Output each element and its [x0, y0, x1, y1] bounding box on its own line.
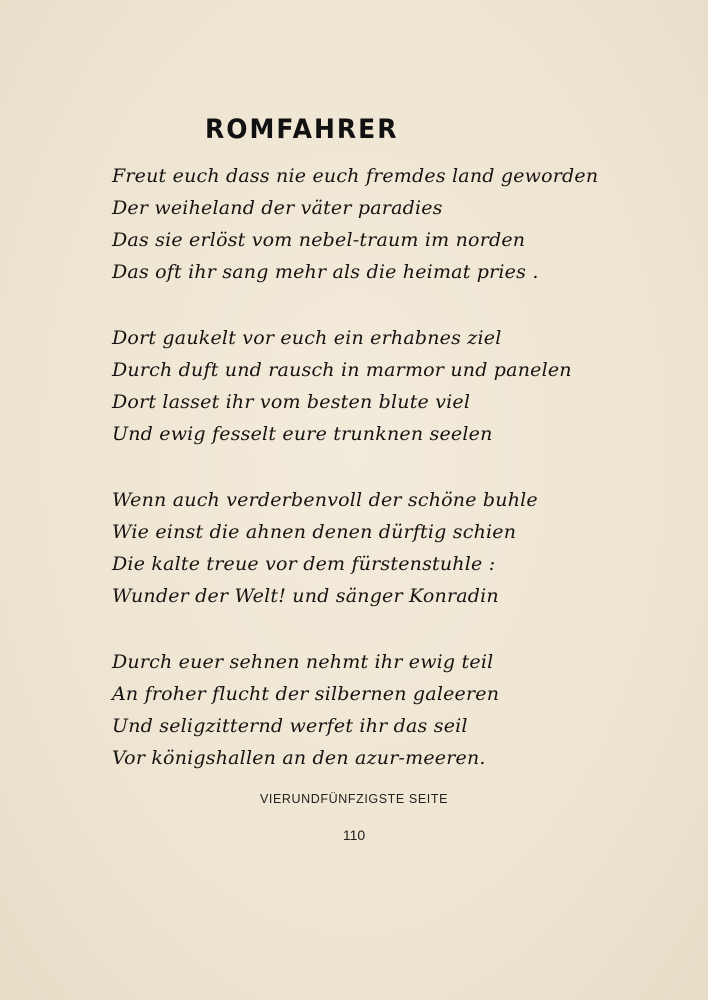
poem-line: Das sie erlöst vom nebel-traum im norden	[112, 229, 526, 251]
poem-line: Und ewig fesselt eure trunknen seelen	[112, 423, 493, 445]
stanza-1	[112, 160, 612, 288]
poem-line: Durch euer sehnen nehmt ihr ewig teil	[112, 651, 494, 673]
poem-line: Wenn auch verderbenvoll der schöne buhle	[112, 489, 538, 511]
stanza-2	[112, 322, 612, 450]
stanza-4	[112, 646, 612, 774]
poem-body	[112, 160, 612, 808]
poem-line: Wunder der Welt! und sänger Konradin	[112, 585, 499, 607]
stanza-3	[112, 484, 612, 612]
poem-title: ROMFAHRER	[205, 114, 399, 145]
page-number: 110	[342, 827, 366, 843]
poem-line: Durch duft und rausch in marmor und panelen	[112, 359, 572, 381]
poem-line: Und seligzitternd werfet ihr das seil	[112, 715, 468, 737]
poem-line: Dort lasset ihr vom besten blute viel	[112, 391, 471, 413]
poem-line: An froher flucht der silbernen galeeren	[112, 683, 500, 705]
poem-line: Wie einst die ahnen denen dürftig schien	[112, 521, 517, 543]
poem-line: Die kalte treue vor dem fürstenstuhle :	[112, 553, 496, 575]
poem-line: Das oft ihr sang mehr als die heimat pries .	[112, 261, 539, 283]
poem-line: Vor königshallen an den azur-meeren.	[112, 747, 486, 769]
poem-line: Freut euch dass nie euch fremdes land geworden	[112, 165, 599, 187]
poem-line: Der weiheland der väter paradies	[112, 197, 443, 219]
page-caption: VIERUNDFÜNFZIGSTE SEITE	[259, 792, 449, 806]
poem-line: Dort gaukelt vor euch ein erhabnes ziel	[112, 327, 502, 349]
